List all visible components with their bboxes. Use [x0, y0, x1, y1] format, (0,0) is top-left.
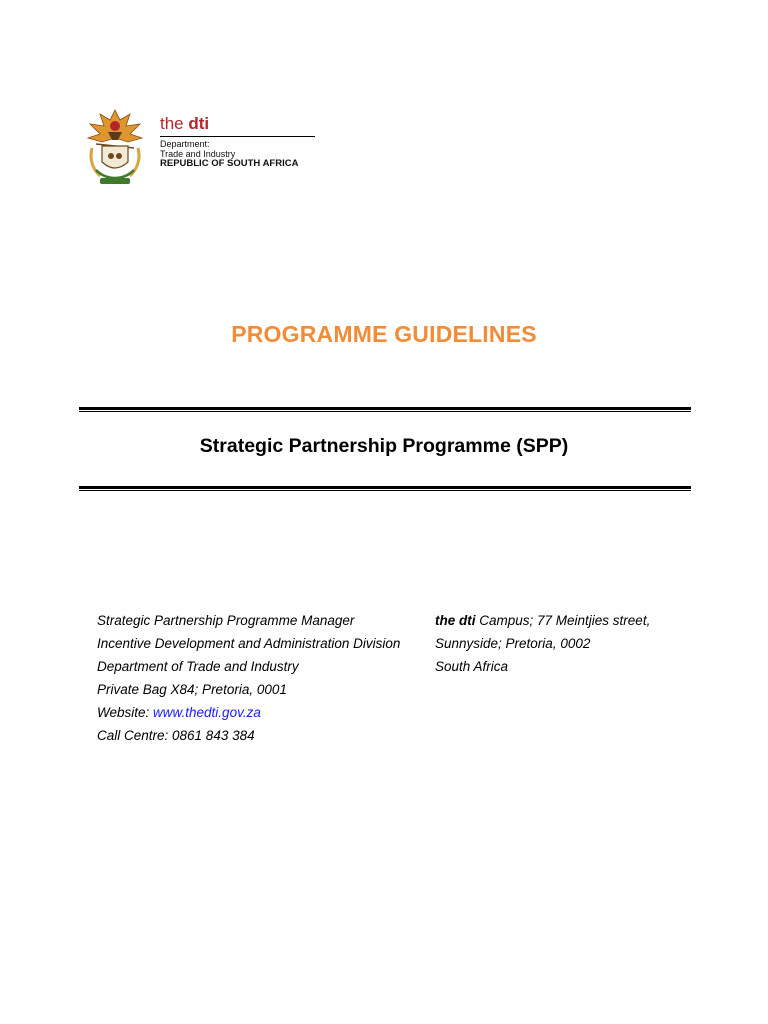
website-label: Website: — [97, 705, 154, 720]
contact-line-call-centre: Call Centre: 0861 843 384 — [97, 728, 255, 743]
contact-line-campus — [435, 609, 650, 632]
campus-street: Campus; 77 Meintjies street, — [475, 613, 651, 628]
contact-address-left — [97, 609, 400, 747]
top-divider — [79, 407, 691, 413]
contact-line-department: Department of Trade and Industry — [97, 659, 299, 674]
logo-word-the: the — [160, 114, 184, 133]
contact-line-suburb: Sunnyside; Pretoria, 0002 — [435, 636, 591, 651]
contact-line-manager: Strategic Partnership Programme Manager — [97, 613, 355, 628]
logo-wordmark — [160, 114, 320, 134]
coat-of-arms-icon — [82, 104, 148, 186]
contact-address-right — [435, 609, 650, 678]
contact-line-country: South Africa — [435, 659, 509, 674]
logo-department-line: Department: — [160, 139, 210, 149]
website-link[interactable]: www.thedti.gov.za — [153, 705, 261, 720]
page-title: PROGRAMME GUIDELINES — [231, 321, 537, 347]
logo-divider — [160, 136, 315, 137]
contact-line-postal: Private Bag X84; Pretoria, 0001 — [97, 682, 287, 697]
campus-brand: the dti — [435, 613, 476, 628]
logo-text — [160, 114, 320, 169]
logo-trade-line: Trade and Industry — [160, 149, 236, 159]
document-subtitle: Strategic Partnership Programme (SPP) — [199, 435, 569, 457]
logo-word-dti: dti — [188, 114, 210, 133]
logo-republic-line: REPUBLIC OF SOUTH AFRICA — [160, 158, 299, 169]
contact-line-website — [97, 701, 400, 724]
contact-line-division: Incentive Development and Administration Division — [97, 636, 401, 651]
dti-logo — [82, 104, 322, 186]
bottom-divider — [79, 486, 691, 492]
